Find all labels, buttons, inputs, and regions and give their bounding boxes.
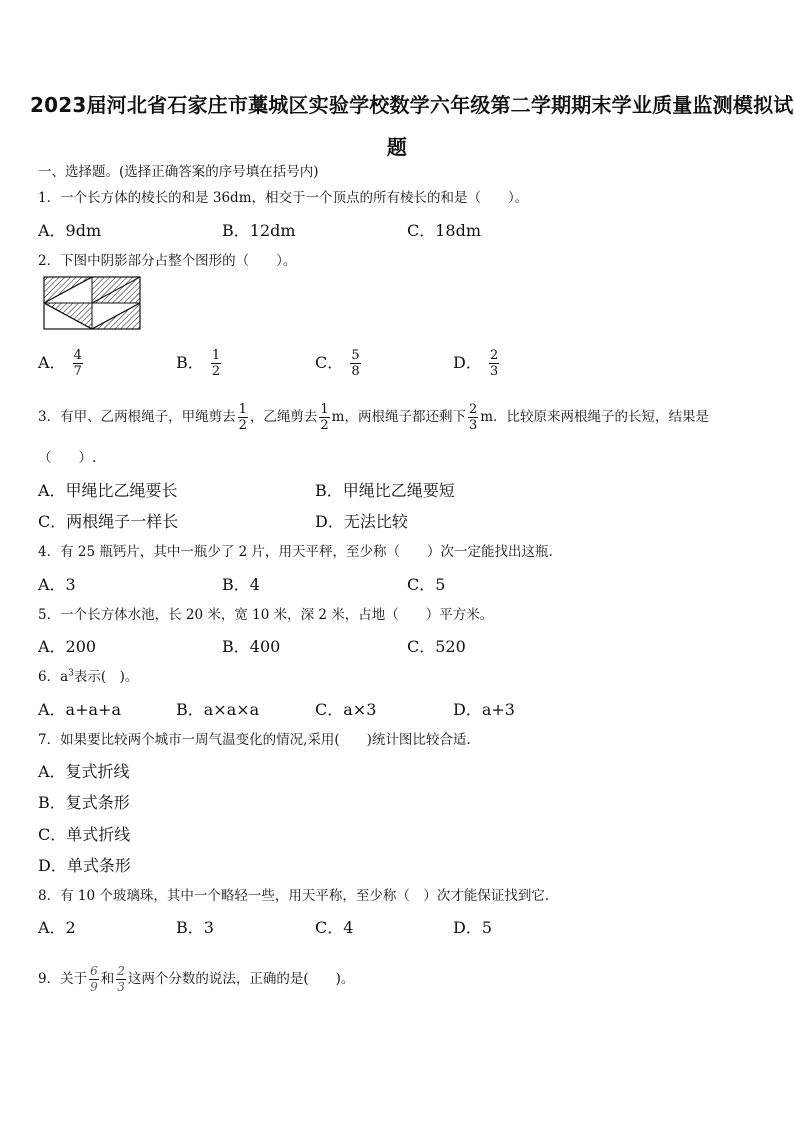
fraction: $\frac{5}{8}$ [351, 348, 360, 379]
fraction: $\frac{6}{9}$ [90, 964, 98, 994]
q8-option-c: C．4 [315, 918, 354, 937]
title-line-2: 题 [386, 135, 408, 159]
q1-option-a: A．9dm [38, 221, 102, 240]
q6-option-b: B．a×a×a [176, 700, 260, 719]
q3-option-a: A．甲绳比乙绳要长 [38, 481, 178, 500]
q2-option-a: A． $\frac{4}{7}$ [38, 348, 82, 379]
section-heading: 一、选择题。(选择正确答案的序号填在括号内) [38, 164, 319, 180]
title-line-1: 2023届河北省石家庄市藁城区实验学校数学六年级第二学期期末学业质量监测模拟试 [30, 93, 794, 117]
q8-option-d: D．5 [453, 918, 493, 937]
q4-option-b: B．4 [222, 575, 260, 594]
question-2: 2．下图中阴影部分占整个图形的（ ）。 [38, 253, 297, 269]
q5-option-c: C．520 [407, 637, 466, 656]
q8-option-b: B．3 [176, 918, 214, 937]
question-9: 9．关于 $\frac{6}{9}$ 和 $\frac{2}{3}$ 这两个分数的说法，正确的是( )。 [38, 964, 355, 994]
q3-option-b: B．甲绳比乙绳要短 [315, 481, 455, 500]
shaded-figure [43, 276, 141, 330]
q5-option-b: B．400 [222, 637, 281, 656]
q5-option-a: A．200 [38, 637, 97, 656]
fraction: $\frac{2}{3}$ [468, 402, 478, 433]
question-8: 8．有 10 个玻璃珠，其中一个略轻一些，用天平称，至少称（ ）次才能保证找到它. [38, 888, 550, 904]
q1-option-b: B．12dm [222, 221, 296, 240]
question-4: 4．有 25 瓶钙片，其中一瓶少了 2 片，用天平秤，至少称（ ）次一定能找出这瓶. [38, 544, 553, 560]
q6-option-a: A．a+a+a [38, 700, 121, 719]
fraction: $\frac{1}{2}$ [211, 348, 221, 379]
q2-option-d: D． $\frac{2}{3}$ [453, 348, 499, 379]
q6-option-c: C．a×3 [315, 700, 377, 719]
q3-option-c: C．两根绳子一样长 [38, 512, 179, 531]
fraction: $\frac{2}{3}$ [117, 964, 125, 994]
q4-option-a: A．3 [38, 575, 76, 594]
q8-option-a: A．2 [38, 918, 76, 937]
question-5: 5．一个长方体水池，长 20 米，宽 10 米，深 2 米，占地（ ）平方米。 [38, 607, 494, 623]
q1-option-c: C．18dm [407, 221, 482, 240]
q2-option-b: B． $\frac{1}{2}$ [176, 348, 221, 379]
q2-option-c: C． $\frac{5}{8}$ [315, 348, 360, 379]
fraction: $\frac{4}{7}$ [73, 348, 82, 379]
question-3-blank: （ ）. [38, 450, 97, 466]
q7-option-b: B．复式条形 [38, 793, 130, 812]
question-7: 7．如果要比较两个城市一周气温变化的情况,采用( )统计图比较合适. [38, 732, 471, 748]
q4-option-c: C．5 [407, 575, 446, 594]
question-6: 6．$a^3$表示( )。 [38, 668, 139, 685]
page-title [30, 84, 794, 168]
q3-option-d: D．无法比较 [315, 512, 408, 531]
question-3: 3．有甲、乙两根绳子，甲绳剪去 $\frac{1}{2}$ ，乙绳剪去 $\frac{1}{2}$ m，两根绳子都还剩下 $\frac{2}{3}$ m．比较原来两根绳子的长短，结果是 [38, 402, 710, 433]
fraction: $\frac{1}{2}$ [320, 402, 329, 433]
question-1: 1．一个长方体的棱长的和是 36dm，相交于一个顶点的所有棱长的和是（ ）。 [38, 190, 529, 206]
q7-option-c: C．单式折线 [38, 825, 131, 844]
q6-option-d: D．a+3 [453, 700, 515, 719]
q7-option-a: A．复式折线 [38, 762, 130, 781]
q7-option-d: D．单式条形 [38, 856, 131, 875]
fraction: $\frac{1}{2}$ [238, 402, 247, 433]
fraction: $\frac{2}{3}$ [489, 348, 499, 379]
